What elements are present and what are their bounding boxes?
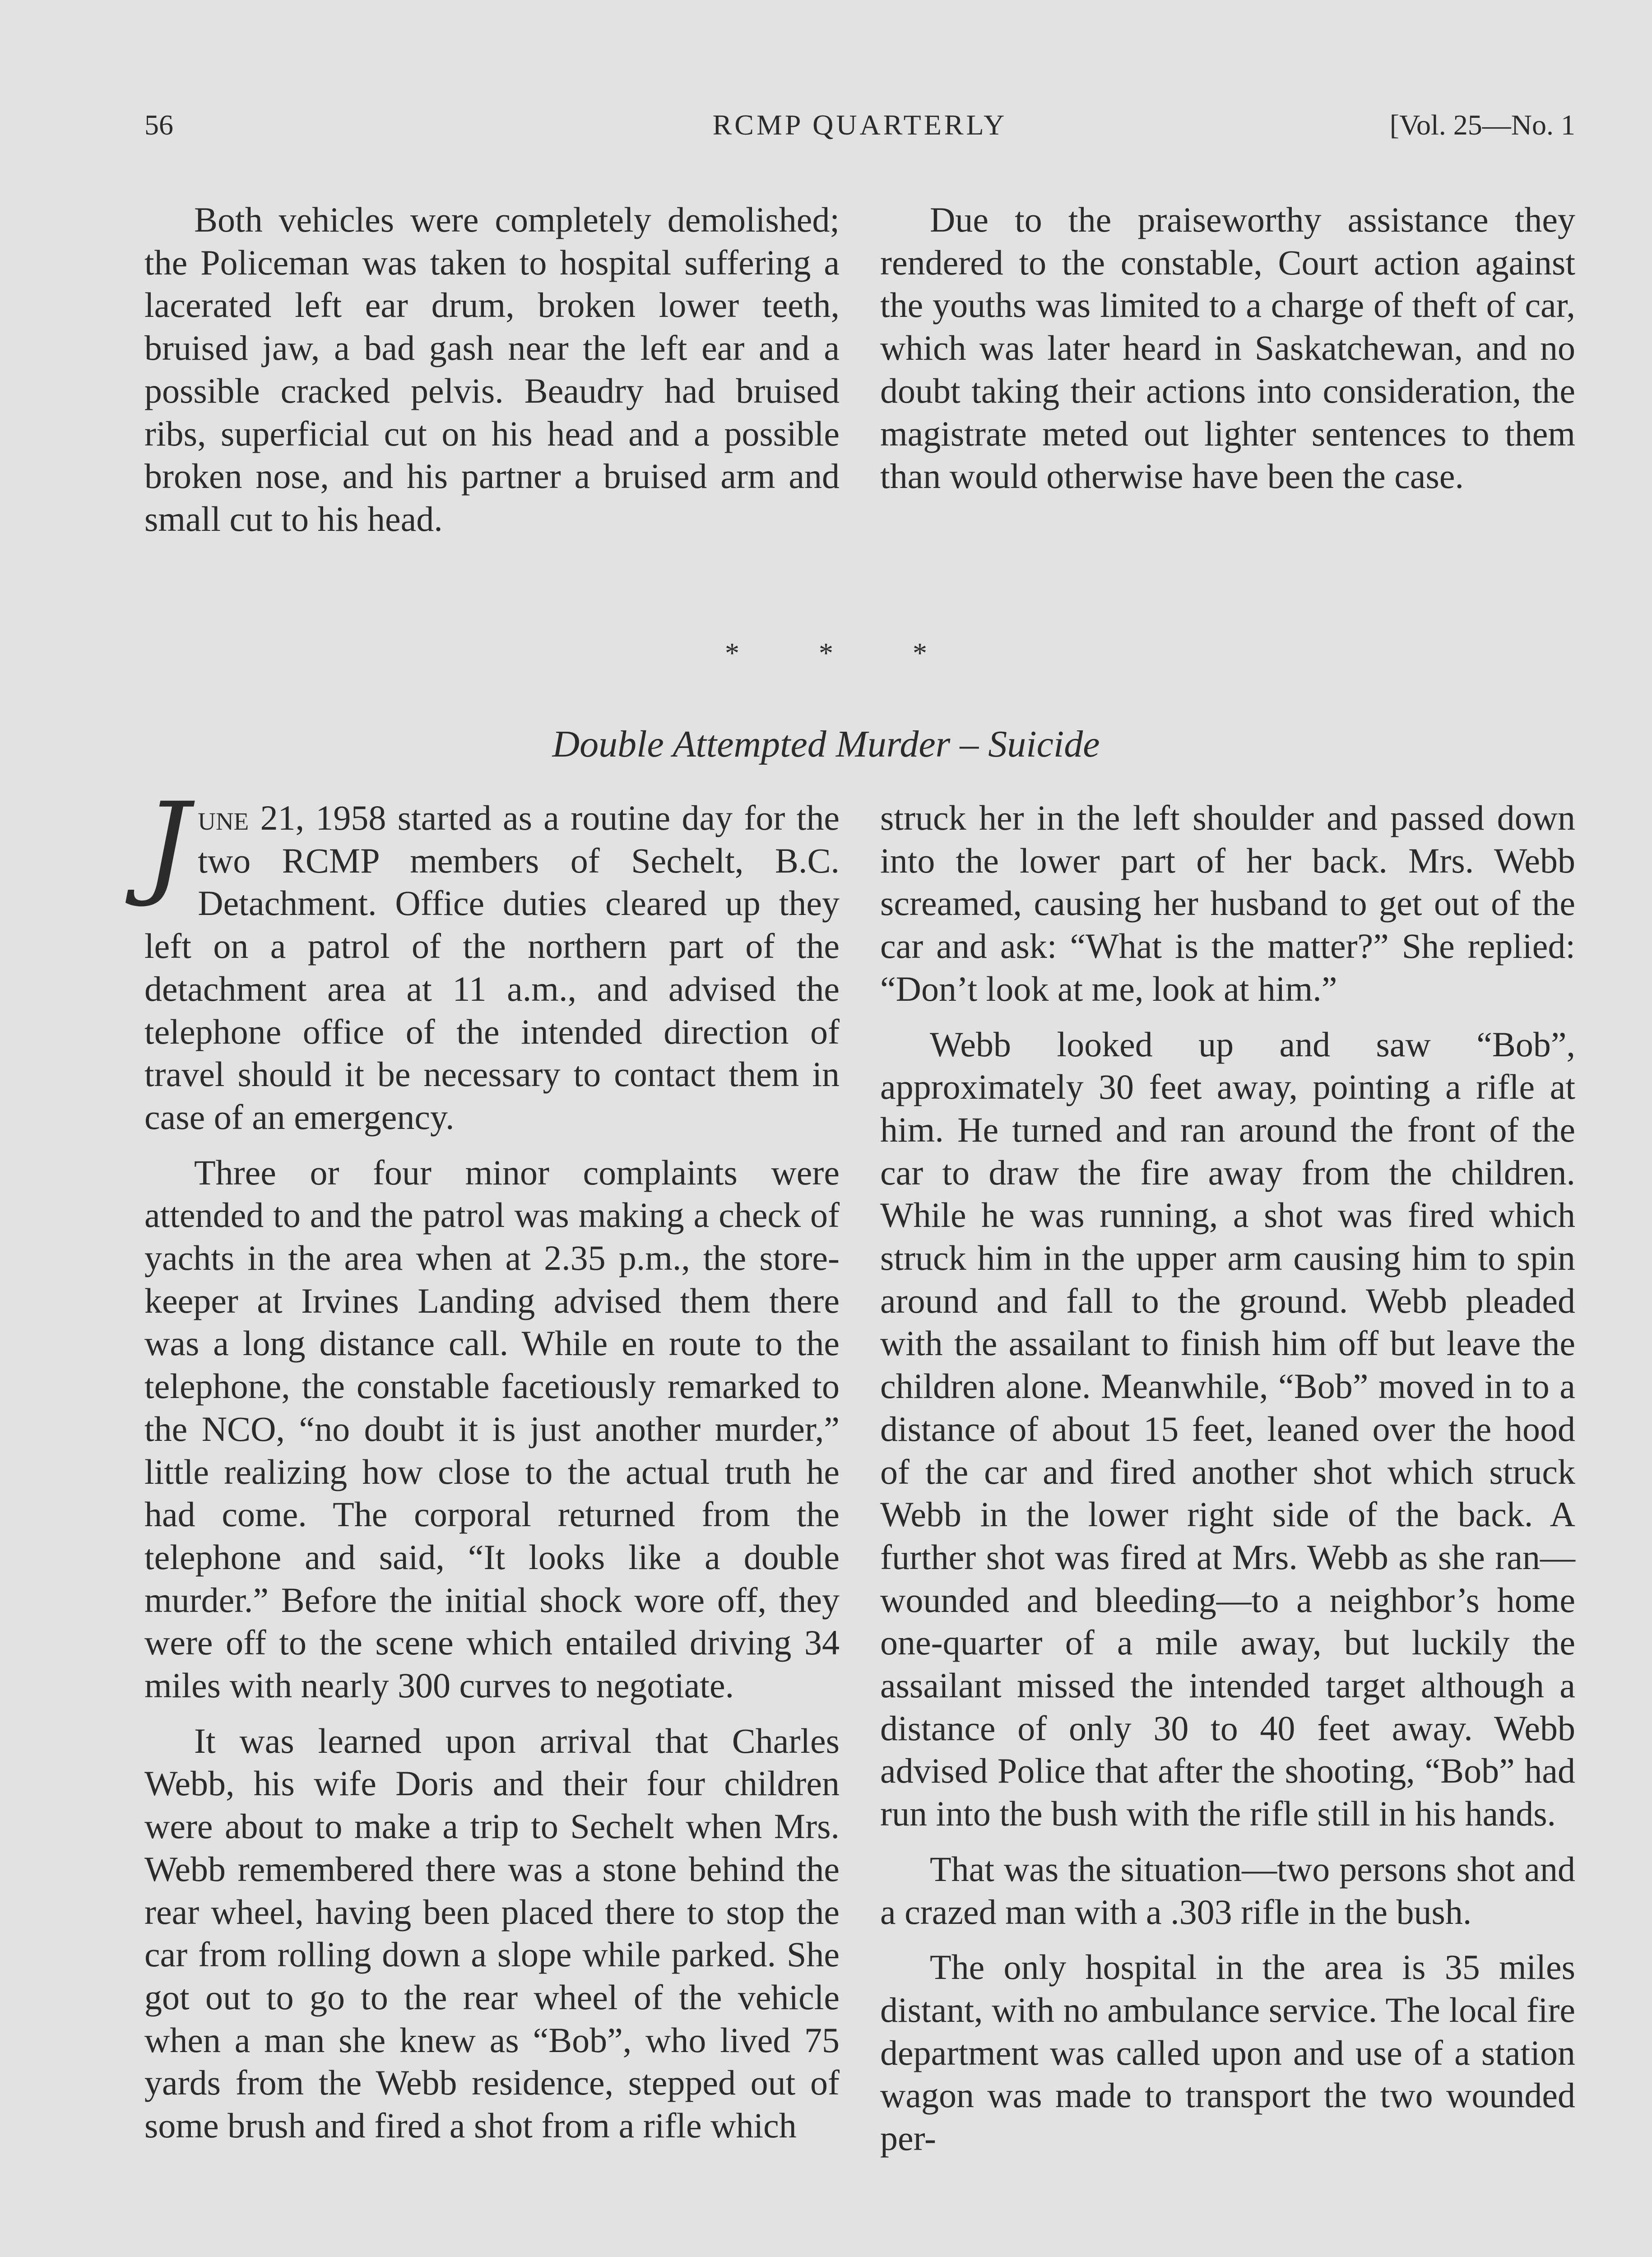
paragraph: Due to the praiseworthy assistance they rendered to the constable, Court action against the youths was limited to a charge of theft of car, which was later heard in Saskatchewan, and no doubt taking their actions into consideration, the magistrate meted out lighter sentences to them than would otherwise have been the case. bbox=[880, 200, 1575, 496]
article-left-column bbox=[144, 778, 840, 2147]
drop-cap: J bbox=[144, 778, 190, 910]
paragraph-continuation: struck her in the left shoulder and passed down into the lower part of her back. Mrs. Webb screamed, causing her husband to get out of the car and ask: “What is the matter?” She replied: “Don’t look at me, look at him.” bbox=[880, 798, 1575, 1008]
paragraph: Three or four minor complaints were attended to and the patrol was making a check of yachts in the area when at 2.35 p.m., the store-keeper at Irvines Landing advised them there was a long distance call. While en route to the telephone, the constable facetiously remarked to the NCO, “no doubt it is just another murder,” little realizing how close to the actual truth he had come. The corporal returned from the telephone and said, “It looks like a double murder.” Before the initial shock wore off, they were off to the scene which entailed driving 34 miles with nearly 300 curves to negotiate. bbox=[144, 1152, 840, 1705]
running-header bbox=[144, 108, 1575, 149]
lead-paragraph-text: 21, 1958 started as a routine day for the two RCMP members of Sechelt, B.C. Detachment. Office duties cleared up they left on a patrol of the northern part of the detachment area at 11 a.m., and advised the telephone office of the intended direction of travel should it be necessary to contact them in case of an emergency. bbox=[144, 798, 840, 1137]
section-separator: * * * bbox=[725, 637, 927, 669]
previous-article-right-column bbox=[880, 199, 1575, 498]
previous-article-left-column bbox=[144, 199, 840, 541]
paragraph: It was learned upon arrival that Charles Webb, his wife Doris and their four children were about to make a trip to Sechelt when Mrs. Webb remembered there was a stone behind the rear wheel, having been placed there to stop the car from rolling down a slope while parked. She got out to go to the rear wheel of the vehicle when a man she knew as “Bob”, who lived 75 yards from the Webb residence, stepped out of some brush and fired a shot from a rifle which bbox=[144, 1721, 840, 2146]
article-right-column bbox=[880, 797, 1575, 2160]
paragraph: That was the situation—two persons shot and a crazed man with a .303 rifle in the bush. bbox=[880, 1849, 1575, 1932]
journal-title: RCMP QUARTERLY bbox=[712, 109, 1007, 141]
paragraph: Both vehicles were completely demolished; the Policeman was taken to hospital suffering a lacerated left ear drum, broken lower teeth, bruised jaw, a bad gash near the left ear and a possible cracked pelvis. Beaudry had bruised ribs, superficial cut on his head and a possible broken nose, and his partner a bruised arm and small cut to his head. bbox=[144, 200, 840, 539]
page-number: 56 bbox=[144, 109, 173, 141]
issue-label: [Vol. 25—No. 1 bbox=[1389, 109, 1575, 141]
paragraph: Webb looked up and saw “Bob”, approximately 30 feet away, pointing a rifle at him. He turned and ran around the front of the car to draw the fire away from the children. While he was running, a shot was fired which struck him in the upper arm causing him to spin around and fall to the ground. Webb pleaded with the assailant to finish him off but leave the children alone. Meanwhile, “Bob” moved in to a distance of about 15 feet, leaned over the hood of the car and fired another shot which struck Webb in the lower right side of the back. A further shot was fired at Mrs. Webb as she ran—wounded and bleeding—to a neighbor’s home one-quarter of a mile away, but luckily the assailant missed the intended target although a distance of only 30 to 40 feet away. Webb advised Police that after the shooting, “Bob” had run into the bush with the rifle still in his hands. bbox=[880, 1024, 1575, 1834]
lead-paragraph bbox=[144, 778, 840, 1139]
paragraph: The only hospital in the area is 35 miles distant, with no ambulance service. The local fire department was called upon and use of a station wagon was made to transport the two wounded per- bbox=[880, 1947, 1575, 2158]
article-title: Double Attempted Murder – Suicide bbox=[552, 723, 1100, 765]
lead-smallcaps: une bbox=[198, 798, 249, 837]
